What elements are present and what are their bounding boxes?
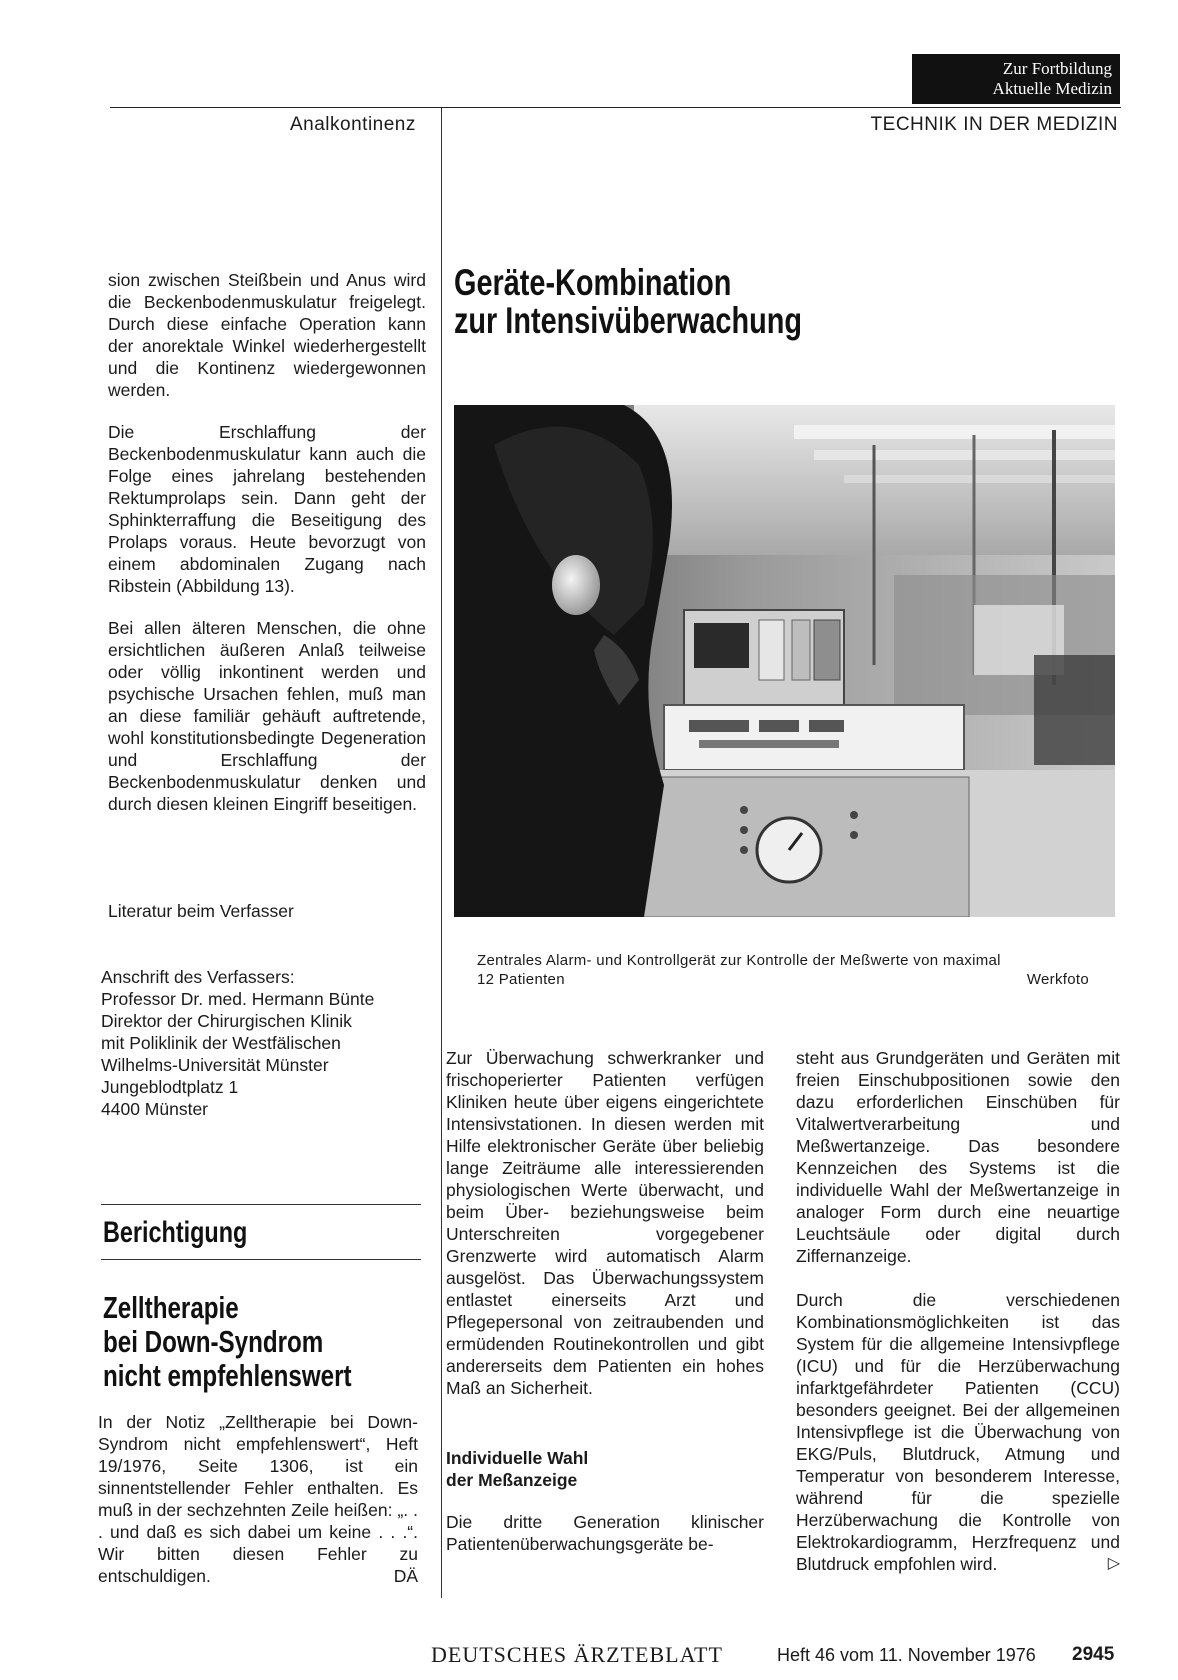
footer-page-number: 2945: [1072, 1644, 1115, 1665]
footer-issue: Heft 46 vom 11. November 1976: [777, 1645, 1036, 1665]
correction-rule-top: [101, 1204, 421, 1205]
address-line: Professor Dr. med. Hermann Bünte: [101, 989, 375, 1009]
correction-title-line-2: bei Down-Syndrom: [103, 1324, 324, 1359]
column-divider: [441, 108, 442, 1598]
subheading-line-2: der Meßanzeige: [446, 1470, 578, 1490]
article-b-paragraph-2-text: Durch die verschiedenen Kombinationsmöglichkeiten ist das System für die allgemeine Intensivpflege (ICU) und für die Herzüberwachung infarktgefährdeter Patienten (CCU) besonders geeignet. Bei der allgemeinen Intensivpflege ist die Überwachung von EKG/Puls, Blutdruck, Atmung und Temperatur von besonderem Interesse, während für die spezielle Herzüberwachung die Kontrolle von Elektrokardiogramm, Herzfrequenz und Blutdruck empfohlen wird.: [796, 1290, 1120, 1574]
left-paragraph-2: Die Erschlaffung der Beckenbodenmuskulatur kann auch die Folge eines jahrelang bestehenden Rektumprolaps sein. Dann geht der Sphinkterraffung die Beseitigung des Prolaps voraus. Heute bevorzugt von einem abdominalen Zugang nach Ribstein (Abbildung 13).: [108, 422, 426, 596]
correction-rule-bottom: [101, 1259, 421, 1260]
article-title-line-2: zur Intensivüberwachung: [454, 300, 802, 341]
address-line: 4400 Münster: [101, 1099, 209, 1119]
article-title: [454, 264, 802, 340]
article-b-paragraph-2: [796, 1289, 1120, 1575]
article-a-paragraph-1: Zur Überwachung schwerkranker und frischoperierter Patienten verfügen Kliniken heute über eigens eingerichtete Intensivstationen. In diesen werden mit Hilfe elektronischer Geräte über beliebig lange Zeiträume alle interessierenden physiologischen Werte überwacht, und beim Über- beziehungsweise beim Unterschreiten vorgegebener Grenzwerte wird automatisch Alarm ausgelöst. Das Überwachungssystem entlastet einerseits Arzt und Pflegepersonal von zeitraubenden und ermüdenden Routinekontrollen und gibt andererseits dem Patienten ein hohes Maß an Sicherheit.: [446, 1048, 764, 1398]
address-line: Jungeblodtplatz 1: [101, 1077, 239, 1097]
left-paragraph-3: Bei allen älteren Menschen, die ohne ersichtlichen äußeren Anlaß teilweise oder völlig inkontinent werden und psychische Ursachen fehlen, muß man an diese familiär gehäuft auftretende, wohl konstitutionsbedingte Degeneration und Erschlaffung der Beckenbodenmuskulatur denken und durch diesen kleinen Eingriff beseitigen.: [108, 618, 426, 814]
badge-line-2: Aktuelle Medizin: [992, 79, 1112, 98]
correction-title: [103, 1291, 352, 1393]
correction-heading: Berichtigung: [103, 1216, 248, 1249]
photo-svg: [454, 405, 1115, 917]
correction-title-line-1: Zelltherapie: [103, 1290, 239, 1325]
article-a-paragraph-2: Die dritte Generation klinischer Patientenüberwachungsgeräte be-: [446, 1512, 764, 1554]
running-header-right: TECHNIK IN DER MEDIZIN: [870, 114, 1118, 135]
left-column-text: [108, 269, 426, 835]
article-b-paragraph-1: steht aus Grundgeräten und Geräten mit freien Einschubpositionen sowie den dazu erforderlichen Einschüben für Vitalwertverarbeitung und Meßwertanzeige. Das besondere Kennzeichen des Systems ist die individuelle Wahl der Meßwertanzeige in analoger Form durch eine neuartige Leuchtsäule oder digital durch Ziffernanzeige.: [796, 1048, 1120, 1266]
section-badge: [912, 54, 1120, 104]
article-subheading: [446, 1447, 764, 1491]
caption-line-2: 12 Patienten: [477, 971, 565, 988]
correction-body: In der Notiz „Zelltherapie bei Down-Syndrom nicht empfehlenswert“, Heft 19/1976, Seite 1306, ist ein sinnentstellender Fehler enthalten. Es muß in der sechzehnten Zeile heißen: „. . . und daß es sich dabei um keine . . .“. Wir bitten diesen Fehler zu entschuldigen.: [98, 1412, 418, 1586]
correction-signature: DÄ: [393, 1566, 418, 1586]
left-paragraph-1: sion zwischen Steißbein und Anus wird die Beckenbodenmuskulatur freigelegt. Durch diese einfache Operation kann der anorektale Winkel wiederhergestellt und die Kontinenz wiedergewonnen werden.: [108, 270, 426, 400]
continue-arrow-icon: ▷: [1107, 1555, 1120, 1572]
header-rule-right: [441, 107, 1121, 108]
header-rule-left: [110, 107, 441, 108]
literature-note: Literatur beim Verfasser: [108, 901, 294, 921]
correction-text: [98, 1411, 418, 1587]
author-address: [101, 966, 431, 1120]
correction-title-line-3: nicht empfehlenswert: [103, 1358, 352, 1393]
address-line: Wilhelms-Universität Münster: [101, 1055, 329, 1075]
address-line: Anschrift des Verfassers:: [101, 967, 295, 987]
address-line: Direktor der Chirurgischen Klinik: [101, 1011, 352, 1031]
address-line: mit Poliklinik der Westfälischen: [101, 1033, 341, 1053]
caption-line-1: Zentrales Alarm- und Kontrollgerät zur Kontrolle der Meßwerte von maximal: [477, 952, 1001, 969]
badge-line-1: Zur Fortbildung: [1002, 59, 1112, 78]
monitoring-station-photo: [454, 405, 1115, 917]
running-header-left: Analkontinenz: [290, 114, 416, 135]
article-column-b: [796, 1047, 1120, 1595]
article-column-a: [446, 1047, 764, 1575]
footer-journal: DEUTSCHES ÄRZTEBLATT: [431, 1642, 723, 1667]
photo-caption: [477, 951, 1089, 989]
article-title-line-1: Geräte-Kombination: [454, 262, 732, 303]
subheading-line-1: Individuelle Wahl: [446, 1448, 589, 1468]
caption-credit: Werkfoto: [1026, 971, 1089, 988]
